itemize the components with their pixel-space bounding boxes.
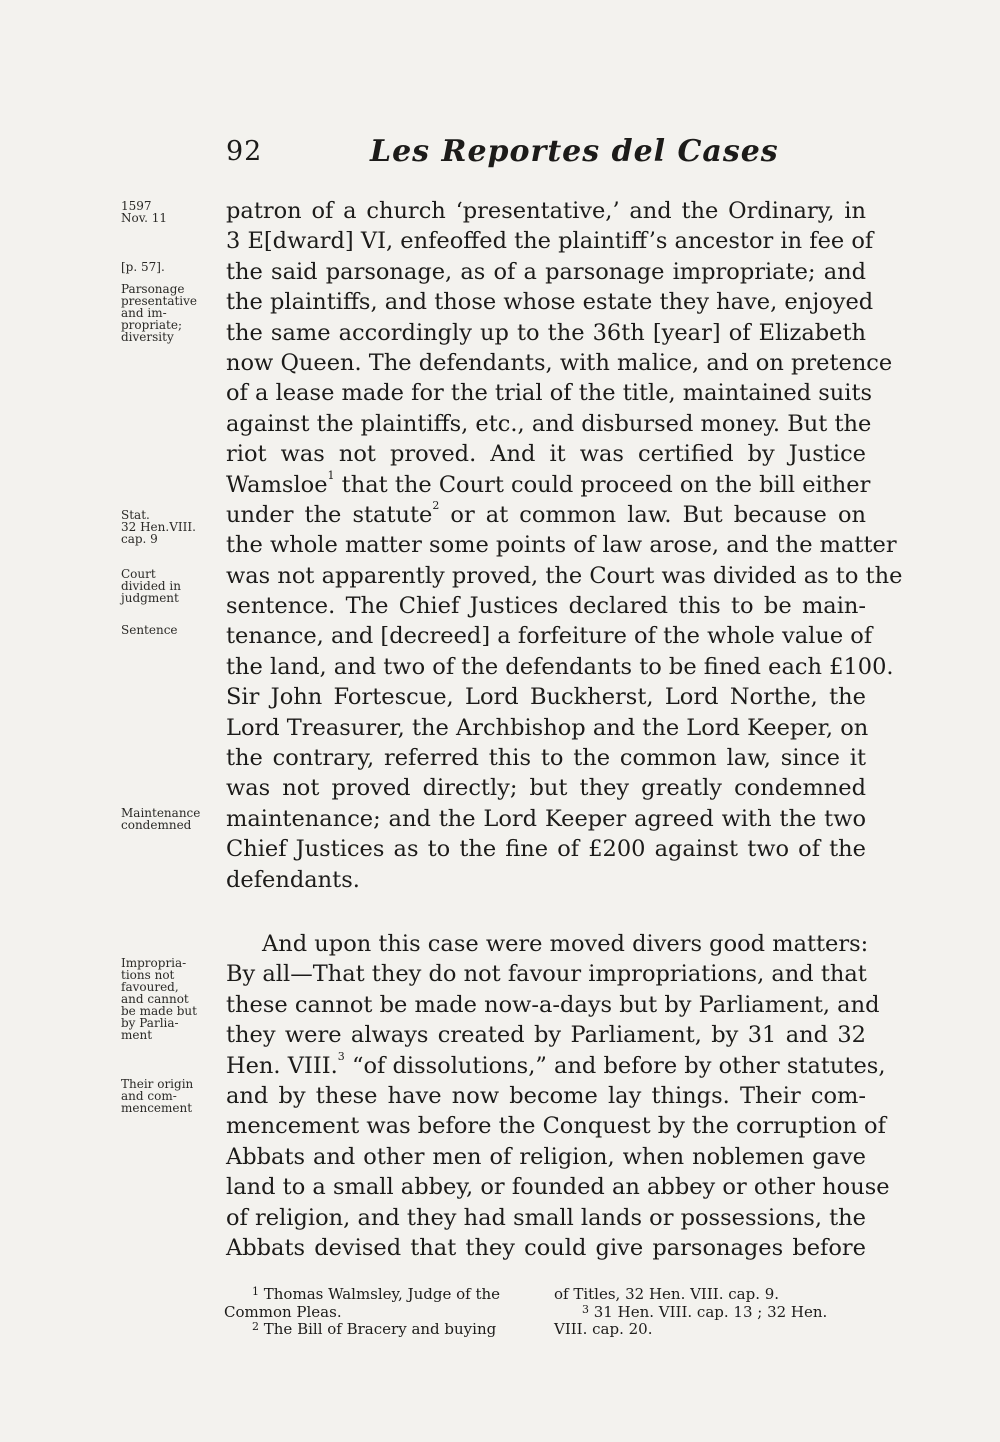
- footnote-line: [554, 1321, 874, 1339]
- text-line: mencement was before the Conquest by the corruption of: [226, 1113, 886, 1140]
- text-line: And upon this case were moved divers good matters:: [262, 930, 869, 957]
- body-text: [226, 196, 903, 1263]
- footnotes-right-column: [554, 1286, 874, 1339]
- text-segment: or at common law. But because on: [439, 501, 866, 528]
- text-segment: “of dissolutions,” and before by other statutes,: [344, 1052, 886, 1079]
- text-line: Lord Treasurer, the Archbishop and the Lord Keeper, on: [226, 714, 869, 741]
- footnote-text: Common Pleas.: [224, 1302, 342, 1321]
- page-number: 92: [226, 136, 263, 167]
- text-segment: that the Court could proceed on the bill either: [334, 471, 871, 498]
- footnote-line: [224, 1321, 544, 1339]
- margin-note-origin: Their origin and com- mencement: [121, 1077, 194, 1115]
- text-line: [226, 1049, 886, 1081]
- text-line: the said parsonage, as of a parsonage impropriate; and: [226, 258, 866, 285]
- footnote-text: Thomas Walmsley, Judge of the: [259, 1285, 501, 1303]
- text-line: against the plaintiffs, etc., and disbursed money. But the: [226, 410, 872, 437]
- footnote-line: [554, 1286, 874, 1304]
- text-line: the plaintiffs, and those whose estate they have, enjoyed: [226, 289, 874, 316]
- text-line: these cannot be made now-a-days but by Parliament, and: [226, 991, 880, 1018]
- footnote-line: [224, 1286, 544, 1304]
- text-line: Abbats devised that they could give parsonages before: [226, 1234, 866, 1261]
- text-line: riot was not proved. And it was certified by Justice: [226, 441, 866, 468]
- footnote-mark: 1: [252, 1285, 259, 1298]
- text-line: the whole matter some points of law arose, and the matter: [226, 532, 897, 559]
- margin-note-stat: Stat. 32 Hen.VIII. cap. 9: [121, 508, 196, 546]
- text-line: the contrary, referred this to the common law, since it: [226, 745, 866, 772]
- text-line: Abbats and other men of religion, when noblemen gave: [226, 1143, 866, 1170]
- footnote-text: VIII. cap. 20.: [554, 1320, 653, 1338]
- text-line: was not proved directly; but they greatly condemned: [226, 775, 866, 802]
- margin-note-impropriations: Impropria- tions not favoured, and cannot be made but by Parlia- ment: [121, 956, 197, 1042]
- text-line: tenance, and [decreed] a forfeiture of the whole value of: [226, 623, 873, 650]
- footnotes-left-column: [224, 1286, 544, 1339]
- text-line: they were always created by Parliament, by 31 and 32: [226, 1022, 866, 1049]
- footnote-text: 31 Hen. VIII. cap. 13 ; 32 Hen.: [589, 1302, 828, 1321]
- text-line: sentence. The Chief Justices declared this to be main-: [226, 593, 866, 620]
- footnote-text: The Bill of Bracery and buying: [259, 1320, 497, 1338]
- margin-note-sentence: Sentence: [121, 623, 178, 637]
- text-line: maintenance; and the Lord Keeper agreed with the two: [226, 805, 866, 832]
- text-line: By all—That they do not favour impropriations, and that: [226, 961, 867, 988]
- text-segment: Wamsloe: [226, 471, 328, 498]
- text-line: [226, 500, 866, 530]
- text-line: land to a small abbey, or founded an abbey or other house: [226, 1174, 890, 1201]
- margin-note-date: 1597 Nov. 11: [121, 199, 167, 225]
- text-line: the same accordingly up to the 36th [year] of Elizabeth: [226, 319, 866, 346]
- margin-note-page-ref: [p. 57].: [121, 260, 165, 274]
- margin-note-court-divided: Court divided in judgment: [121, 567, 181, 605]
- text-line: and by these have now become lay things. Their com-: [226, 1082, 866, 1109]
- text-line: now Queen. The defendants, with malice, and on pretence: [226, 349, 893, 376]
- footnote-ref: 1: [327, 468, 335, 482]
- footnote-line: [554, 1304, 874, 1322]
- text-line: Chief Justices as to the fine of £200 against two of the: [226, 836, 866, 863]
- text-line: patron of a church ‘presentative,’ and the Ordinary, in: [226, 198, 866, 224]
- text-segment: under the statute: [226, 501, 433, 528]
- footnote-mark: 3: [582, 1302, 589, 1316]
- text-line: Sir John Fortescue, Lord Buckherst, Lord Northe, the: [226, 684, 866, 711]
- text-line: the land, and two of the defendants to be fined each £100.: [226, 653, 894, 680]
- page-header: [226, 136, 866, 180]
- text-line: was not apparently proved, the Court was divided as to the: [226, 562, 903, 589]
- text-line: of religion, and they had small lands or possessions, the: [226, 1204, 866, 1231]
- margin-note-parsonage: Parsonage presentative and im- propriate; diversity: [121, 282, 198, 344]
- running-title: Les Reportes del Cases: [370, 134, 779, 169]
- footnote-ref: 3: [337, 1049, 345, 1063]
- footnote-ref: 2: [432, 498, 440, 512]
- text-line: [226, 468, 871, 500]
- margin-note-maintenance: Maintenance condemned: [121, 806, 201, 832]
- text-line: 3 E[dward] VI, enfeoffed the plaintiff’s ancestor in fee of: [226, 228, 874, 255]
- text-line: defendants.: [226, 866, 360, 893]
- text-line: of a lease made for the trial of the title, maintained suits: [226, 380, 873, 407]
- footnote-text: of Titles, 32 Hen. VIII. cap. 9.: [554, 1285, 780, 1303]
- text-segment: Hen. VIII.: [226, 1052, 338, 1079]
- footnote-line: [224, 1304, 544, 1322]
- footnote-mark: 2: [252, 1320, 259, 1333]
